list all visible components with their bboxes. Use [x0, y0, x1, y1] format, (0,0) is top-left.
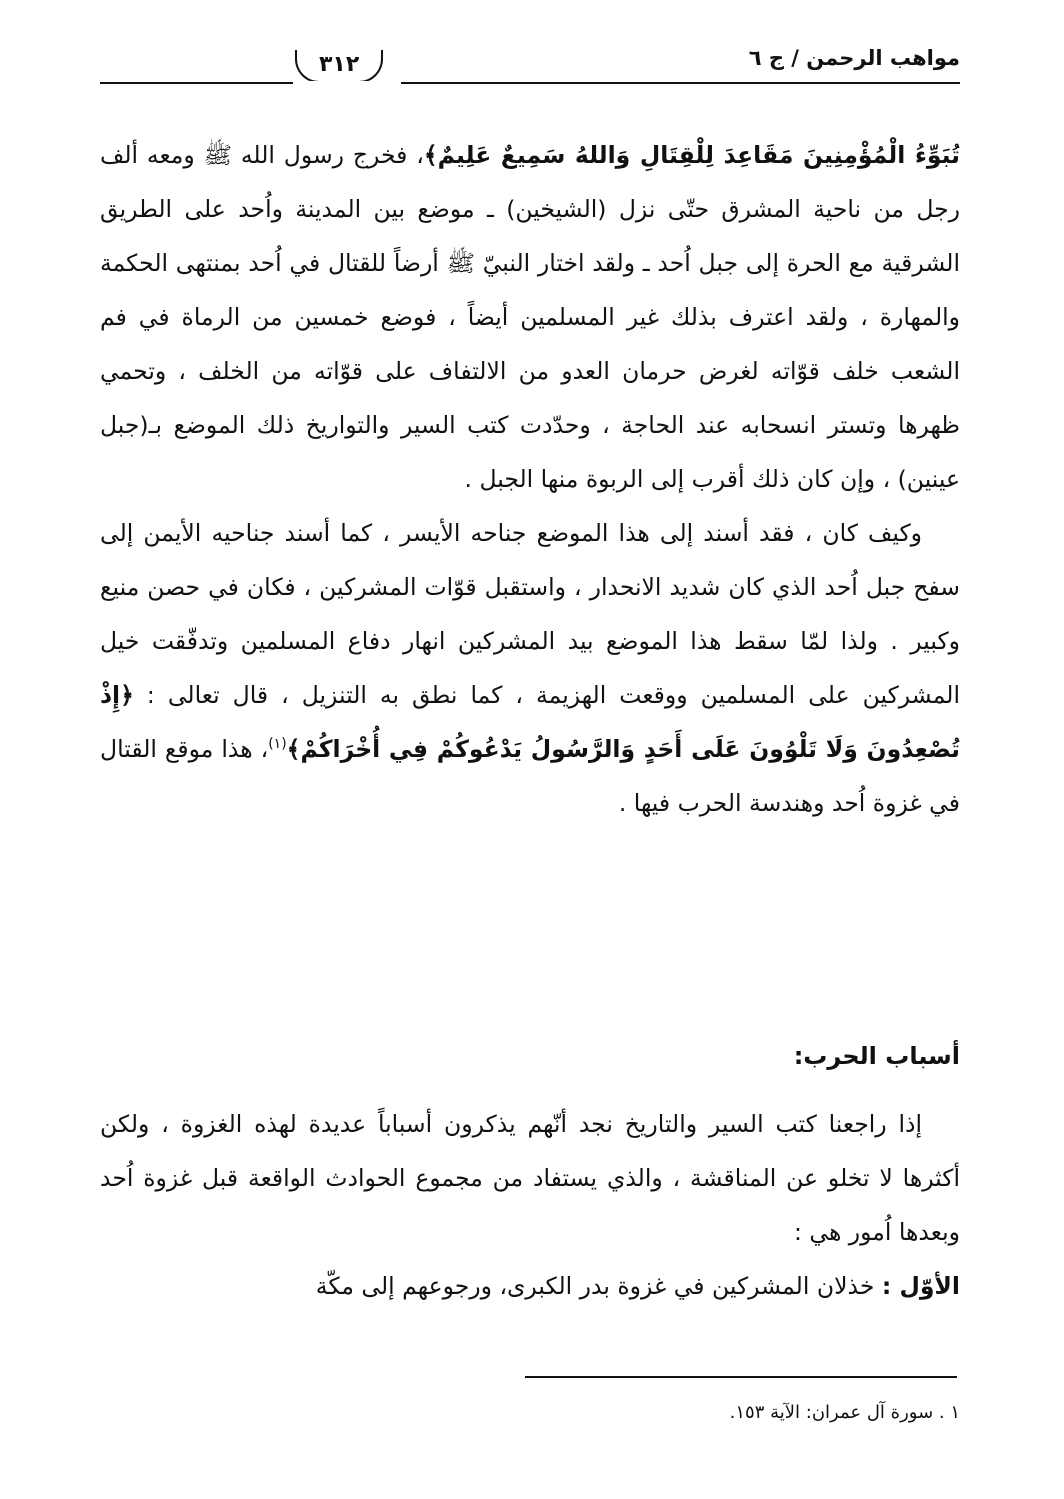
- section-heading: أسباب الحرب:: [793, 1042, 960, 1070]
- list-lead: الأوّل :: [881, 1272, 960, 1300]
- section-text: [100, 1097, 960, 1313]
- paragraph-4: [100, 1259, 960, 1313]
- paragraph-1: [100, 128, 960, 506]
- page-number: ٣١٢: [295, 50, 383, 83]
- paragraph-3: إذا راجعنا كتب السير والتاريخ نجد أنّهم يذكرون أسباباً عديدة لهذه الغزوة ، ولكن أكثرها لا تخلو عن المناقشة ، والذي يستفاد من مجموع الحوادث الواقعة قبل غزوة اُحد وبعدها اُمور هي :: [100, 1110, 960, 1246]
- paragraph-2: [100, 506, 960, 830]
- quran-verse: تُبَوِّءُ الْمُؤْمِنِينَ مَقَاعِدَ لِلْقِتَالِ وَاللهُ سَمِيعٌ عَلِيمٌ﴾: [423, 141, 960, 169]
- running-title: مواهب الرحمن / ج ٦: [748, 46, 960, 70]
- footnote-ref: (١): [268, 736, 287, 753]
- paragraph-text: ، هذا موقع القتال في غزوة اُحد وهندسة الحرب فيها .: [100, 735, 960, 817]
- footnote: ١ . سورة آل عمران: الآية ١٥٣.: [729, 1402, 960, 1423]
- main-text: [100, 128, 960, 830]
- page-header: [100, 38, 960, 94]
- paragraph-text: وكيف كان ، فقد أسند إلى هذا الموضع جناحه الأيسر ، كما أسند جناحيه الأيمن إلى سفح جبل اُحد الذي كان شديد الانحدار ، واستقبل قوّات المشركين ، فكان في حصن منيع وكبير . ولذا لمّا سقط هذا الموضع بيد المشركين انهار دفاع المسلمين وتدفّقت خيل المشركين على المسلمين ووقعت الهزيمة ، كما نطق به التنزيل ، قال تعالى :: [100, 519, 960, 709]
- footnote-rule: [525, 1376, 957, 1378]
- quran-verse: ﴿إِذْ تُصْعِدُونَ وَلَا تَلْوُونَ عَلَى أَحَدٍ وَالرَّسُولُ يَدْعُوكُمْ فِي أُخْرَاكُمْ﴾: [100, 681, 961, 763]
- header-rule: [100, 82, 960, 84]
- paragraph-text: خذلان المشركين في غزوة بدر الكبرى، ورجوعهم إلى مكّة: [315, 1272, 875, 1300]
- paragraph-text: ، فخرج رسول الله ﷺ ومعه ألف رجل من ناحية المشرق حتّى نزل (الشيخين) ـ موضع بين المدينة واُحد على الطريق الشرقية مع الحرة إلى جبل اُحد ـ ولقد اختار النبيّ ﷺ أرضاً للقتال في اُحد بمنتهى الحكمة والمهارة ، ولقد اعترف بذلك غير المسلمين أيضاً ، فوضع خمسين من الرماة في فم الشعب خلف قوّاته لغرض حرمان العدو من الالتفاف على قوّاته من الخلف ، وتحمي ظهرها وتستر انسحابه عند الحاجة ، وحدّدت كتب السير والتواريخ ذلك الموضع بـ(جبل عينين) ، وإن كان ذلك أقرب إلى الربوة منها الجبل .: [100, 141, 960, 493]
